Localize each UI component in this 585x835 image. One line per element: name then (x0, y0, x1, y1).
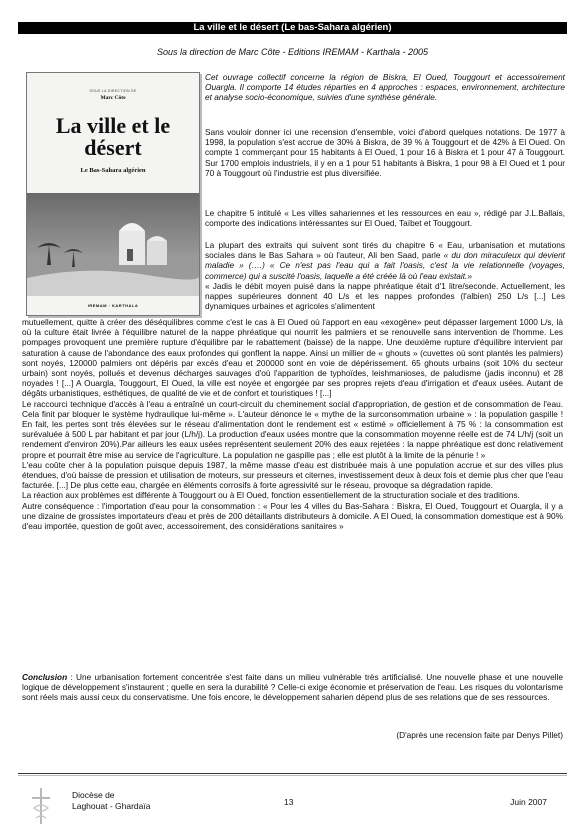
article-subtitle: Sous la direction de Marc Côte - Editions IREMAM - Karthala - 2005 (156, 47, 429, 57)
cover-series: SOUS LA DIRECTION DE (89, 89, 137, 93)
cover-author: Marc Côte (100, 95, 126, 101)
paragraph-2-text: Le chapitre 5 intitulé « Les villes sahariennes et les ressources en eau », rédigé par J.L.Ballais, comporte des indications intéressantes sur El Oued, Taïbet et Touggourt. (205, 208, 565, 229)
footer-divider-thin (18, 775, 567, 776)
intro-paragraph (205, 72, 565, 103)
footer-org-line1: Diocèse de (72, 790, 115, 800)
cover-title: La ville et le désert (55, 113, 171, 160)
book-cover-image (26, 72, 200, 316)
diocese-cross-icon (26, 786, 56, 826)
paragraph-3 (205, 240, 565, 311)
paragraph-5: L'eau coûte cher à la population puisque depuis 1987, la même masse d'eau est distribuée mais à une population accrue et sur des villes plus étendues, d'où baisse de pression et utilisation de moteurs, sur presseurs et citernes, investissement deux à deux fois et demie plus cher que l'eau facturée. [...] De plus cette eau, chargée en éléments corrosifs à forte agressivité sur le réseau, provoque sa dégradation rapide. (22, 459, 563, 491)
paragraph-3-debit: « Jadis le débit moyen puisé dans la nappe phréatique était d'1 litre/seconde. Actuellement, les nappes supérieures donnent 40 L/s et les nappes profondes (l'albien) 250 L/s [...] Les dynamiques urbaines et agricoles s'alimentent (205, 280, 565, 312)
article-title: La ville et le désert (Le bas-Sahara algérien) (18, 22, 567, 34)
footer-divider (18, 773, 567, 774)
issue-date: Juin 2007 (510, 797, 547, 807)
paragraph-7: Autre conséquence : l'importation d'eau pour la consommation : « Pour les 4 villes du Bas-Sahara : Biskra, El Oued, Touggourt et Ouargla, il y a une dizaine de grossistes importateurs d'eau et près de 200 détaillants distributeurs à domicile. A El Oued, la consommation domestique est à 90% d'eau importée, question de goût avec, accessoirement, des considérations sanitaires » (22, 500, 563, 532)
footer-organization (72, 790, 150, 811)
paragraph-3-continuation: mutuellement, quitte à créer des déséquilibres comme c'est le cas à El Oued où l'apport en eau «exogène» peut dépasser largement 1000 L/s, là où la culture était livrée à l'équilibre naturel de la nappe phréatique qui nourrit les palmiers et se renouvelle sans intervention de l'homme. Les pompages provoquent une première rupture d'équilibre par le rabattement (baisse) de la nappe. Une deuxième rupture d'équilibre intervient par saturation à cause de l'abondance des eaux profondes qui gonflent la nappe. Ainsi un millier de « ghouts » (cuvettes où sont plantés les palmiers) sont noyés, 120000 palmiers ont dépéris par excès d'eau et 200000 sont en voie de dépérissement. 65 ghouts urbains (soit 10% du secteur urbain) sont noyés, pollués et devenus décharges sauvages d'où l'apparition de typhoïdes, leishmanioses, de paludisme (jadis inconnu) et 28 noyades ! [...] A Ouargla, Touggourt, El Oued, la ville est noyée et engorgée par ses propres rejets d'eau d'irrigation et d'eaux usées. Autant de dégâts urbanistiques, esthétiques, de qualité de vie et de confort et touristiques ! [...] (22, 317, 563, 399)
paragraph-2 (205, 208, 565, 228)
paragraph-1-text: Sans vouloir donner ici une recension d'ensemble, voici d'abord quelques notations. De 1977 à 1998, la population s'est accrue de 30% à Biskra, de 39 % à Touggourt et de 42% à El Oued. On compte 1 commerçant pour 15 habitants à El Oued, 1 pour 16 à Biskra et 1 pour 47 à Touggourt. Sur 1700 emplois industriels, il y en a 1 pour 51 habitants à Biskra, 1 pour 98 à El Oued et 1 pour 70 à Touggourt où l'industrie est plus diversifiée. (205, 127, 565, 178)
main-text-block (22, 317, 563, 531)
paragraph-4: Le raccourci technique d'accès à l'eau a entraîné un court-circuit du cheminement social d'appropriation, de gestion et de consommation de l'eau. Cela finit par bloquer le système hydraulique lui-même ». L'auteur dénonce le « mythe de la surconsommation urbaine » : la population gaspille ! En fait, les pertes sont très élevées sur le réseau d'alimentation dont le rendement est « estimé » officiellement à 75 % : la consommation est surévaluée à 500 L par habitant et par jour (L/h/j). La production d'eaux usées montre que la consommation moyenne réelle est de 74 L/h/j (soit un rendement d'environ 20%).Par ailleurs les eaux usées représentent seulement 20% des eaux rejetées : la nappe phréatique est donc relativement propre et pourrait être mise au service de l'agriculture. La population ne gaspille pas ; elle est plutôt à la limite de la pénurie ! » (22, 398, 563, 460)
conclusion-text: : Une urbanisation fortement concentrée s'est faite dans un milieu vulnérable très artificialisé. Une nouvelle phase et une nouvelle logique de développement s'instaurent ; quelle en sera la durabilité ? Celle-ci exige économie et préservation de l'eau. Les risques du volontarisme sont réels mais aussi ceux du conservatisme. Une fois encore, le développement saharien dépend plus de ses relations que de ses ressources. (22, 672, 563, 703)
cover-photo (27, 193, 199, 296)
review-signature: (D'après une recension faite par Denys Pillet) (396, 730, 563, 740)
conclusion-label: Conclusion (22, 672, 68, 682)
paragraph-6: La réaction aux problèmes est différente à Touggourt ou à El Oued, fonction essentiellement de la structuration sociale et des traditions. (22, 490, 520, 501)
paragraph-3-quote: « du don miraculeux qui devient maladie » (….) « Ce n'est pas l'eau qui a fait l'oasis, c'est la vie relationnelle (voyages, commerce) qui a suscité l'oasis, laquelle a été créée là où l'eau existait.» (205, 250, 565, 281)
paragraph-1 (205, 127, 565, 178)
conclusion-paragraph (22, 672, 563, 703)
paragraph-3-lead: La plupart des extraits qui suivent sont tirés du chapitre 6 « Eau, urbanisation et mutations sociales dans le Bas Sahara » où l'auteur, Ali ben Saad, parle (205, 240, 565, 261)
footer-org-line2: Laghouat - Ghardaïa (72, 800, 151, 811)
page-number: 13 (284, 797, 294, 807)
cover-publisher: IREMAM · KARTHALA (87, 303, 139, 308)
cover-subtitle: Le Bas-Sahara algérien (80, 167, 146, 174)
intro-text: Cet ouvrage collectif concerne la région de Biskra, El Oued, Touggourt et accessoirement Ouargla. Il comporte 14 études réparties en 4 approches : espaces, environnement, architecture et analyse socio-économique, suivies d'une synthèse générale. (205, 72, 565, 103)
